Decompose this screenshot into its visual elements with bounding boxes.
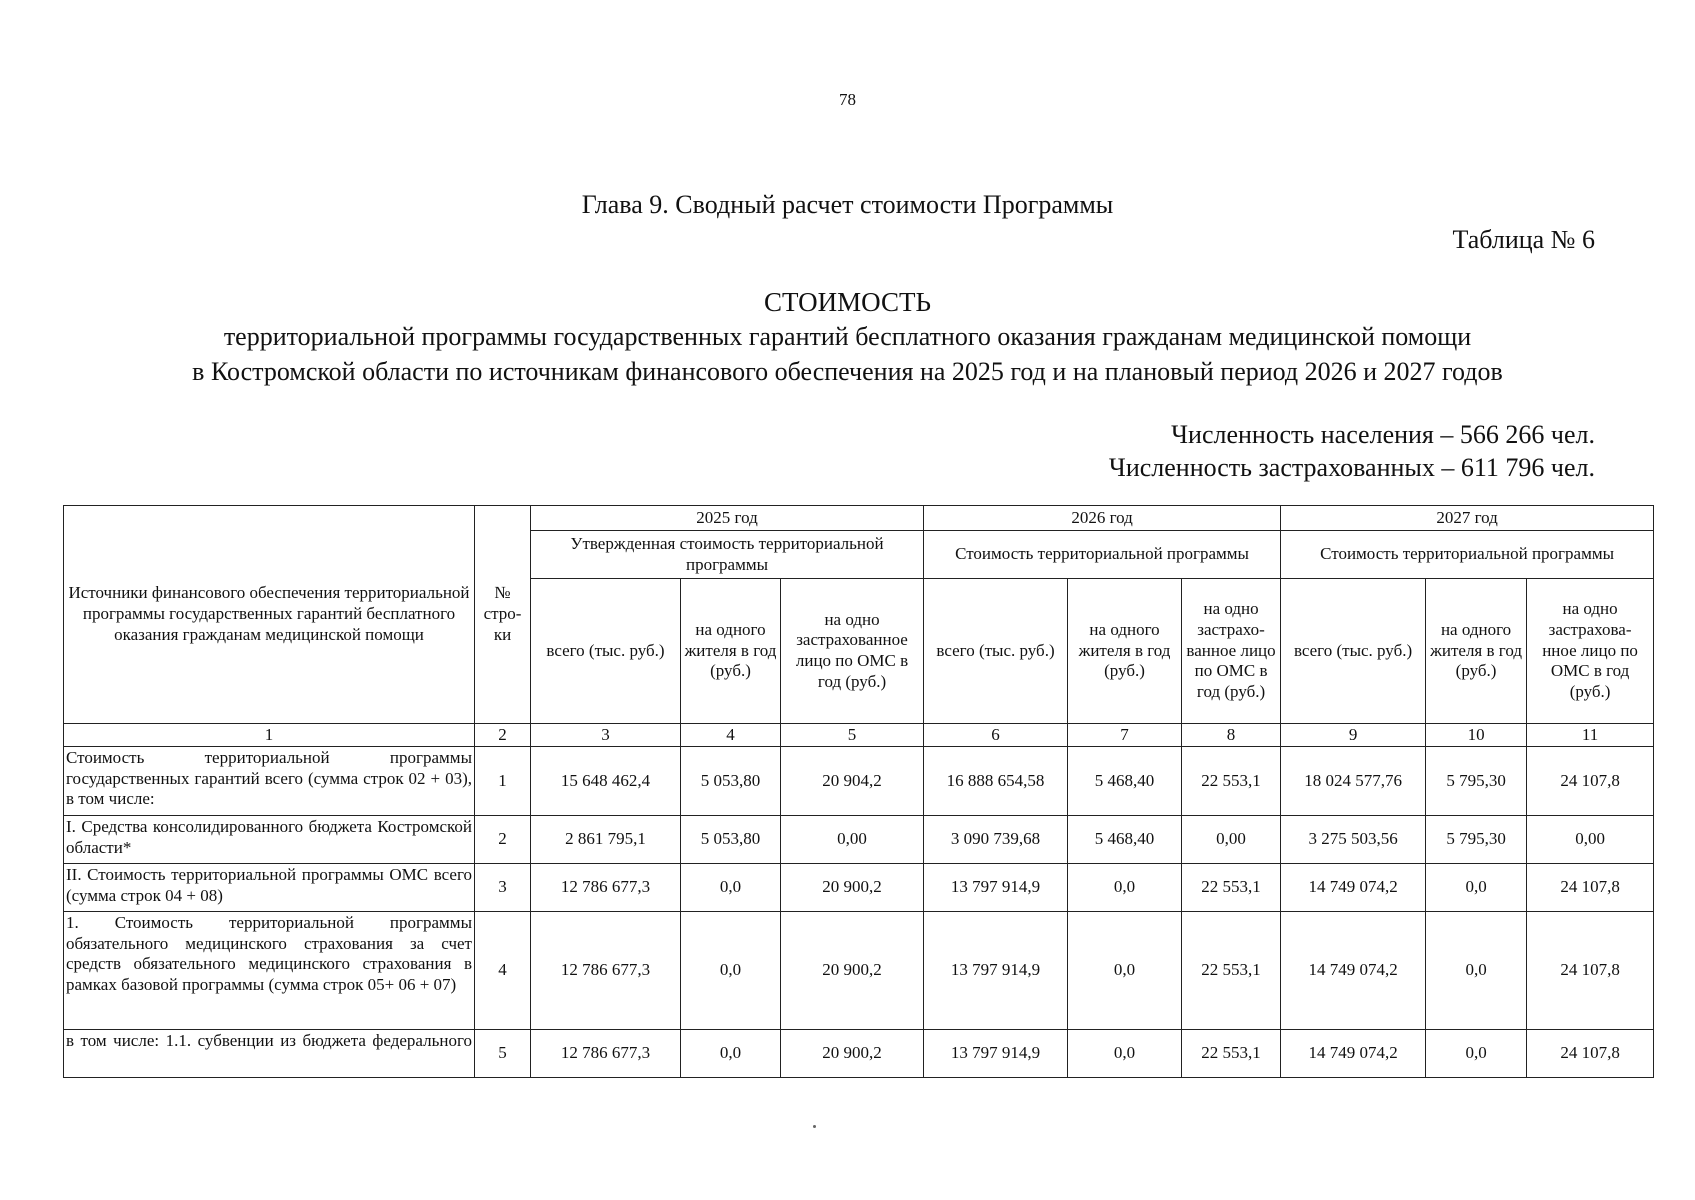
- column-number: 6: [924, 724, 1068, 747]
- header-per-resident: на одного жителя в год (руб.): [1426, 579, 1527, 724]
- row-label: I. Средства консолидированного бюджета Костромской области*: [64, 816, 475, 864]
- header-total: всего (тыс. руб.): [531, 579, 681, 724]
- cell-value: 20 900,2: [781, 912, 924, 1030]
- cell-value: 20 904,2: [781, 747, 924, 816]
- document-subtitle-line-1: территориальной программы государственных гарантий бесплатного оказания гражданам медицинской помощи: [223, 322, 1472, 351]
- cell-value: 14 749 074,2: [1281, 1030, 1426, 1078]
- header-per-insured: на одно застрахова- нное лицо по ОМС в год (руб.): [1527, 579, 1654, 724]
- table-row: [64, 864, 1654, 912]
- chapter-title: Глава 9. Сводный расчет стоимости Программы: [581, 190, 1114, 219]
- row-number: 4: [475, 912, 531, 1030]
- table-label: Таблица № 6: [1452, 225, 1595, 254]
- cell-value: 0,0: [681, 864, 781, 912]
- cell-value: 20 900,2: [781, 1030, 924, 1078]
- population-count: Численность населения – 566 266 чел.: [1171, 420, 1595, 449]
- header-year-2026: 2026 год: [924, 506, 1281, 531]
- cell-value: 0,0: [1426, 864, 1527, 912]
- header-per-resident: на одного жителя в год (руб.): [1068, 579, 1182, 724]
- header-per-resident: на одного жителя в год (руб.): [681, 579, 781, 724]
- header-total: всего (тыс. руб.): [924, 579, 1068, 724]
- cell-value: 3 275 503,56: [1281, 816, 1426, 864]
- cell-value: 13 797 914,9: [924, 864, 1068, 912]
- cell-value: 5 795,30: [1426, 816, 1527, 864]
- cell-value: 3 090 739,68: [924, 816, 1068, 864]
- cell-value: 24 107,8: [1527, 864, 1654, 912]
- column-number: 2: [475, 724, 531, 747]
- cell-value: 2 861 795,1: [531, 816, 681, 864]
- cell-value: 14 749 074,2: [1281, 864, 1426, 912]
- cell-value: 0,0: [1068, 912, 1182, 1030]
- table-row: [64, 747, 1654, 816]
- cell-value: 22 553,1: [1182, 1030, 1281, 1078]
- header-per-insured: на одно застрахо- ванное лицо по ОМС в год (руб.): [1182, 579, 1281, 724]
- column-number: 11: [1527, 724, 1654, 747]
- cell-value: 5 053,80: [681, 747, 781, 816]
- cell-value: 5 468,40: [1068, 747, 1182, 816]
- page-number: 78: [839, 90, 856, 109]
- cell-value: 24 107,8: [1527, 1030, 1654, 1078]
- column-number: 8: [1182, 724, 1281, 747]
- cell-value: 0,0: [1068, 864, 1182, 912]
- column-number: 3: [531, 724, 681, 747]
- cell-value: 0,0: [1426, 912, 1527, 1030]
- cell-value: 0,00: [1182, 816, 1281, 864]
- row-number: 2: [475, 816, 531, 864]
- header-per-insured: на одно застрахованное лицо по ОМС в год (руб.): [781, 579, 924, 724]
- cell-value: 5 795,30: [1426, 747, 1527, 816]
- cell-value: 24 107,8: [1527, 912, 1654, 1030]
- cell-value: 22 553,1: [1182, 864, 1281, 912]
- header-group-2026: Стоимость территориальной программы: [924, 531, 1281, 579]
- header-group-2025: Утвержденная стоимость территориальной программы: [531, 531, 924, 579]
- column-number: 4: [681, 724, 781, 747]
- header-year-2027: 2027 год: [1281, 506, 1654, 531]
- table-row: [64, 816, 1654, 864]
- cell-value: 0,0: [681, 1030, 781, 1078]
- cost-table: [63, 505, 1654, 1078]
- insured-count: Численность застрахованных – 611 796 чел.: [1108, 453, 1595, 482]
- cell-value: 24 107,8: [1527, 747, 1654, 816]
- row-label: Стоимость территориальной программы государственных гарантий всего (сумма строк 02 + 03), в том числе:: [64, 747, 475, 816]
- cell-value: 0,0: [1426, 1030, 1527, 1078]
- header-total: всего (тыс. руб.): [1281, 579, 1426, 724]
- row-label: в том числе: 1.1. субвенции из бюджета федерального: [64, 1030, 475, 1078]
- table-row: [64, 912, 1654, 1030]
- cell-value: 13 797 914,9: [924, 912, 1068, 1030]
- cell-value: 0,00: [781, 816, 924, 864]
- cell-value: 12 786 677,3: [531, 912, 681, 1030]
- cell-value: 15 648 462,4: [531, 747, 681, 816]
- cell-value: 18 024 577,76: [1281, 747, 1426, 816]
- cell-value: 12 786 677,3: [531, 1030, 681, 1078]
- header-row-number: № стро- ки: [475, 506, 531, 724]
- document-subtitle-line-2: в Костромской области по источникам финансового обеспечения на 2025 год и на плановый период 2026 и 2027 годов: [192, 357, 1503, 386]
- row-number: 1: [475, 747, 531, 816]
- column-number: 9: [1281, 724, 1426, 747]
- table-row: [64, 1030, 1654, 1078]
- row-label: II. Стоимость территориальной программы ОМС всего (сумма строк 04 + 08): [64, 864, 475, 912]
- scan-speck: [813, 1125, 816, 1128]
- cell-value: 13 797 914,9: [924, 1030, 1068, 1078]
- cell-value: 5 053,80: [681, 816, 781, 864]
- column-number: 7: [1068, 724, 1182, 747]
- column-number-row: [64, 724, 1654, 747]
- row-number: 5: [475, 1030, 531, 1078]
- cell-value: 0,0: [681, 912, 781, 1030]
- cell-value: 5 468,40: [1068, 816, 1182, 864]
- cell-value: 14 749 074,2: [1281, 912, 1426, 1030]
- row-number: 3: [475, 864, 531, 912]
- header-row-years: [64, 506, 1654, 531]
- document-title: СТОИМОСТЬ: [764, 287, 931, 317]
- cell-value: 0,0: [1068, 1030, 1182, 1078]
- row-label: 1. Стоимость территориальной программы обязательного медицинского страхования за счет средств обязательного медицинского страхования в рамках базовой программы (сумма строк 05+ 06 + 07): [64, 912, 475, 1030]
- cell-value: 16 888 654,58: [924, 747, 1068, 816]
- cell-value: 22 553,1: [1182, 747, 1281, 816]
- header-source: Источники финансового обеспечения территориальной программы государственных гарантий бесплатного оказания гражданам медицинской помощи: [64, 506, 475, 724]
- cell-value: 22 553,1: [1182, 912, 1281, 1030]
- cell-value: 12 786 677,3: [531, 864, 681, 912]
- column-number: 1: [64, 724, 475, 747]
- header-year-2025: 2025 год: [531, 506, 924, 531]
- cell-value: 20 900,2: [781, 864, 924, 912]
- column-number: 10: [1426, 724, 1527, 747]
- column-number: 5: [781, 724, 924, 747]
- header-group-2027: Стоимость территориальной программы: [1281, 531, 1654, 579]
- cell-value: 0,00: [1527, 816, 1654, 864]
